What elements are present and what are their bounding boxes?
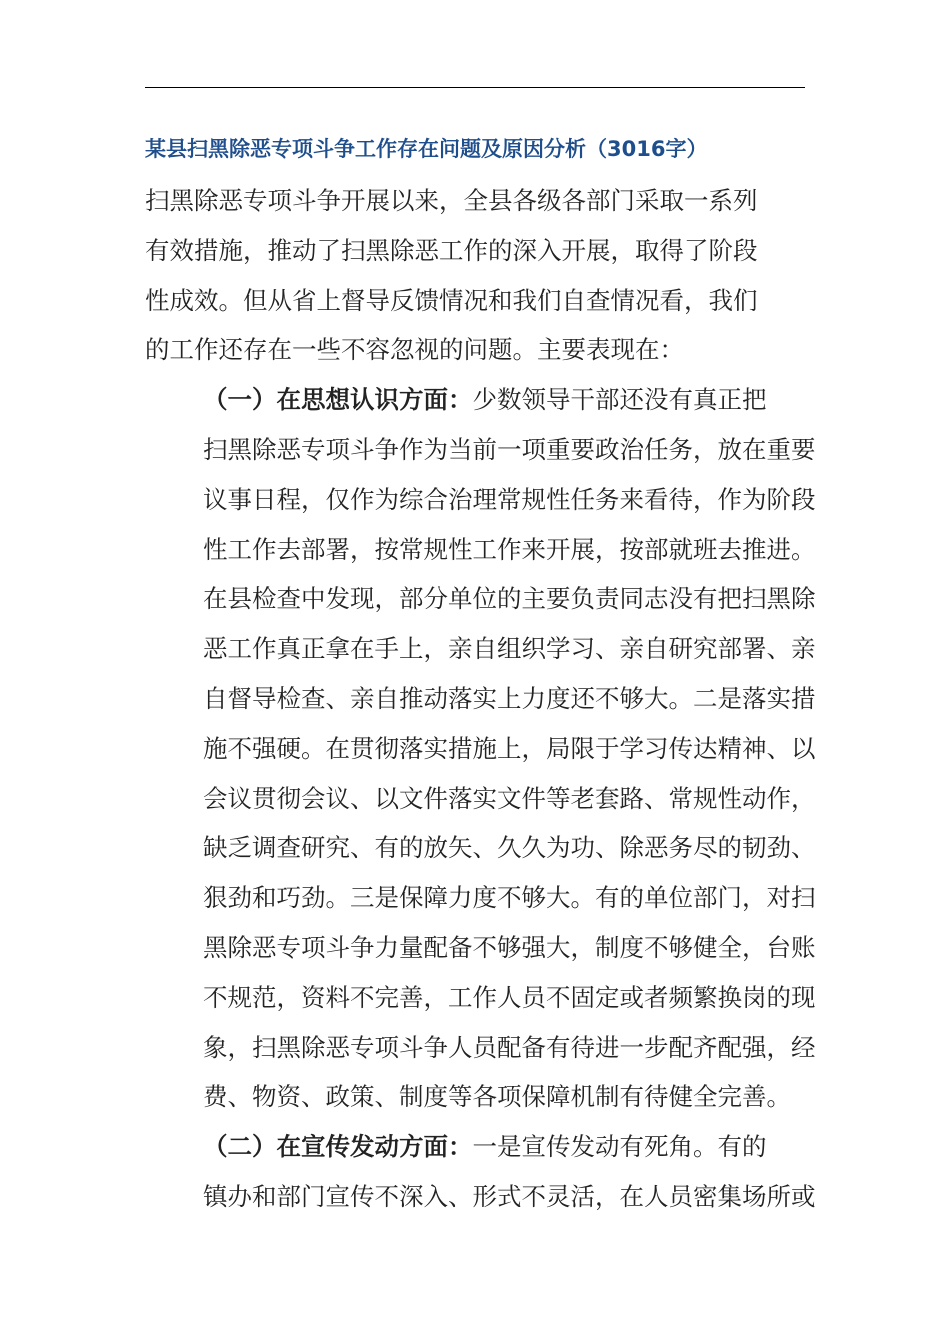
text-line: 象，扫黑除恶专项斗争人员配备有待进一步配齐配强，经 bbox=[203, 1032, 816, 1062]
text-line: 缺乏调查研究、有的放矢、久久为功、除恶务尽的韧劲、 bbox=[203, 833, 816, 863]
text-line: 狠劲和巧劲。三是保障力度不够大。有的单位部门，对扫 bbox=[203, 883, 816, 913]
text-run: 少数领导干部还没有真正把 bbox=[472, 385, 767, 415]
text-line: 的工作还存在一些不容忽视的问题。主要表现在： bbox=[145, 335, 684, 365]
text-line: 在县检查中发现，部分单位的主要负责同志没有把扫黑除 bbox=[203, 584, 816, 614]
text-line: 费、物资、政策、制度等各项保障机制有待健全完善。 bbox=[203, 1082, 791, 1112]
text-line: 性成效。但从省上督导反馈情况和我们自查情况看，我们 bbox=[145, 285, 758, 315]
document-title: 某县扫黑除恶专项斗争工作存在问题及原因分析（3016字） bbox=[145, 137, 708, 161]
text-line: 镇办和部门宣传不深入、形式不灵活，在人员密集场所或 bbox=[203, 1181, 816, 1211]
section-heading: （二）在宣传发动方面： bbox=[203, 1132, 473, 1162]
header-rule bbox=[145, 87, 805, 88]
text-line: 扫黑除恶专项斗争开展以来，全县各级各部门采取一系列 bbox=[145, 186, 758, 215]
text-line: 黑除恶专项斗争力量配备不够强大，制度不够健全，台账 bbox=[203, 932, 816, 962]
text-line: 恶工作真正拿在手上，亲自组织学习、亲自研究部署、亲 bbox=[203, 634, 816, 664]
text-line: 自督导检查、亲自推动落实上力度还不够大。二是落实措 bbox=[203, 683, 816, 713]
text-line bbox=[145, 1122, 810, 1172]
text-line bbox=[145, 375, 810, 425]
text-line: 会议贯彻会议、以文件落实文件等老套路、常规性动作， bbox=[203, 783, 816, 813]
paragraph-intro bbox=[145, 176, 810, 375]
paragraph-ideology bbox=[145, 375, 816, 1122]
text-line: 议事日程，仅作为综合治理常规性任务来看待，作为阶段 bbox=[203, 484, 816, 514]
document-body bbox=[145, 176, 816, 1222]
text-line: 有效措施，推动了扫黑除恶工作的深入开展，取得了阶段 bbox=[145, 235, 758, 265]
text-line: 性工作去部署，按常规性工作来开展，按部就班去推进。 bbox=[203, 534, 816, 564]
section-heading: （一）在思想认识方面： bbox=[203, 385, 473, 415]
text-line: 扫黑除恶专项斗争作为当前一项重要政治任务，放在重要 bbox=[203, 434, 816, 464]
text-line: 施不强硬。在贯彻落实措施上，局限于学习传达精神、以 bbox=[203, 733, 816, 763]
text-run: 一是宣传发动有死角。有的 bbox=[472, 1132, 767, 1162]
paragraph-publicity bbox=[145, 1122, 816, 1222]
text-line: 不规范，资料不完善，工作人员不固定或者频繁换岗的现 bbox=[203, 982, 816, 1012]
